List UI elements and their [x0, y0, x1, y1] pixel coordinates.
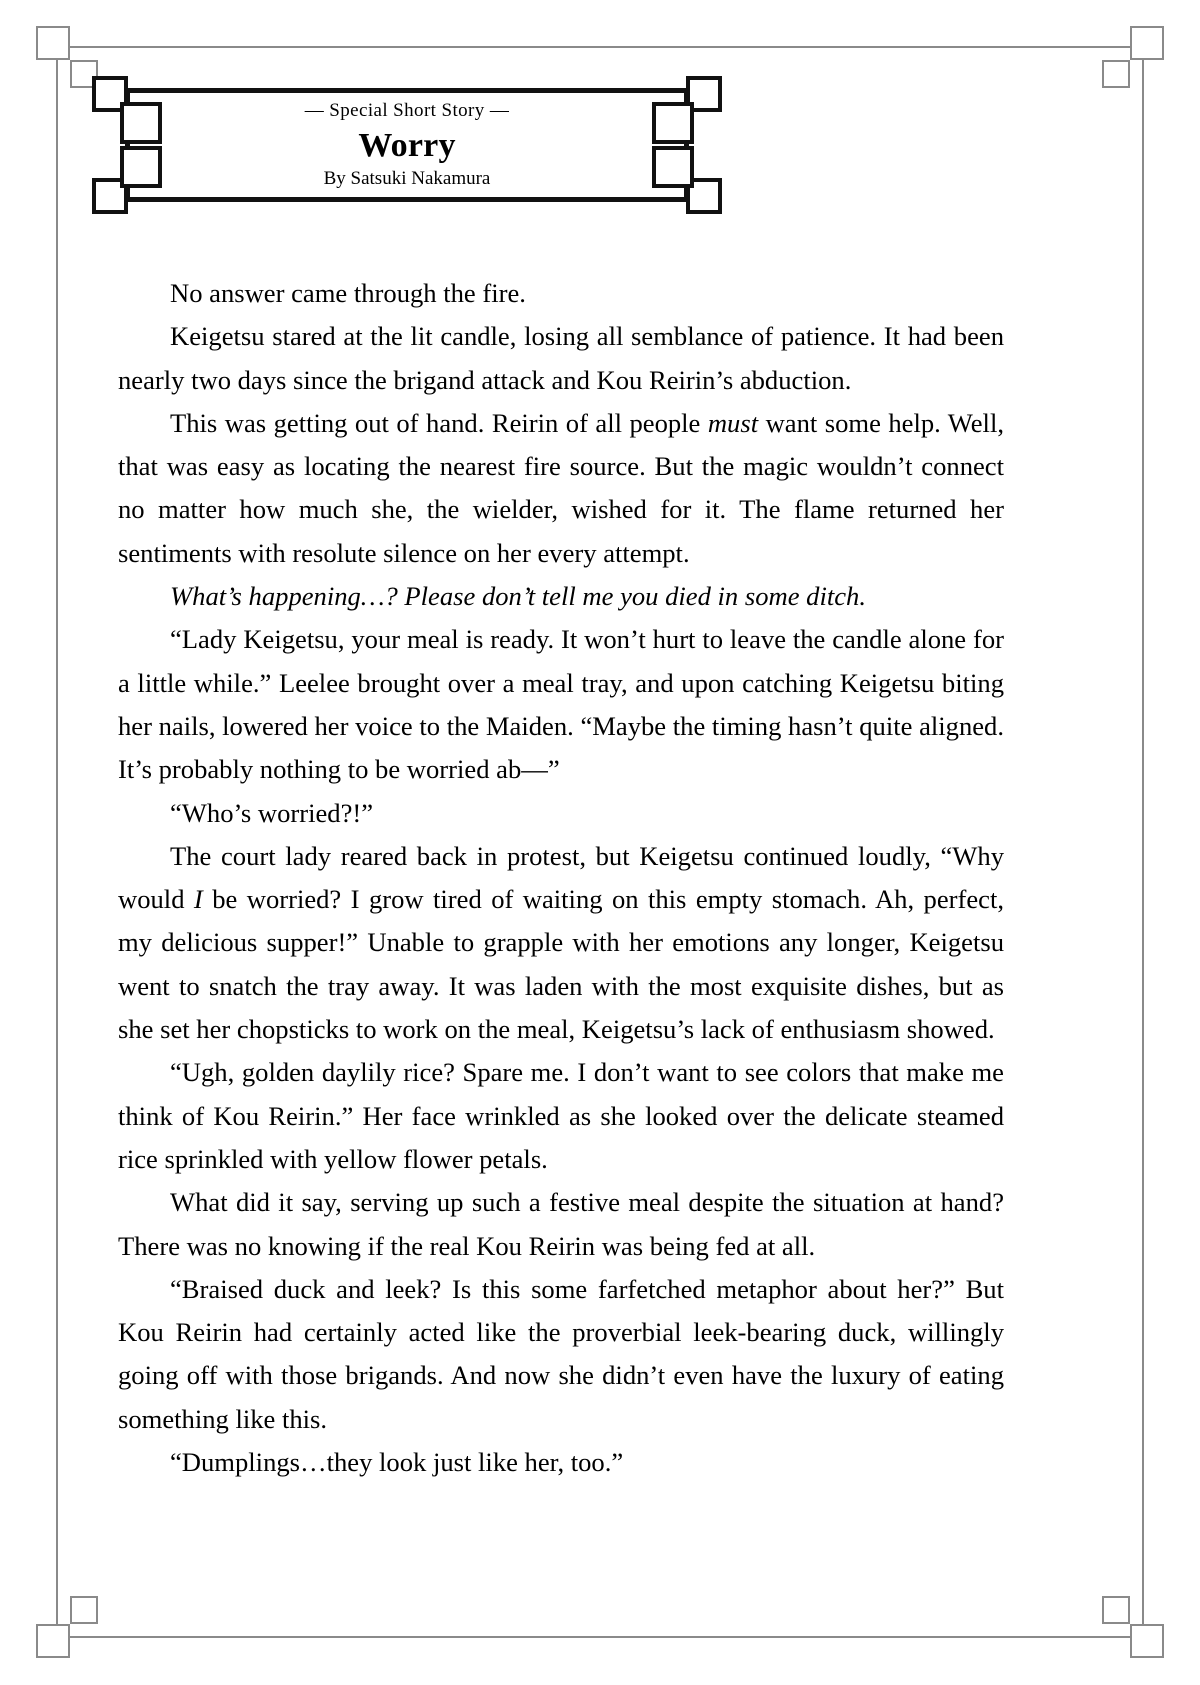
title-ornament-top-left-inner — [120, 102, 162, 144]
frame-corner-bottom-right-outer — [1130, 1624, 1164, 1658]
story-paragraph: What did it say, serving up such a festive meal despite the situation at hand? There was no knowing if the real Kou Reirin was being fed at all. — [118, 1187, 1004, 1261]
title-ornament-bottom-right-inner — [652, 146, 694, 188]
story-paragraph: Keigetsu stared at the lit candle, losing all semblance of patience. It had been nearly two days since the brigand attack and Kou Reirin’s abduction. — [118, 321, 1004, 395]
story-kicker: — Special Short Story — — [304, 99, 510, 121]
story-paragraph: The court lady reared back in protest, but Keigetsu continued loudly, “Why would I be worried? I grow tired of waiting on this empty stomach. Ah, perfect, my delicious supper!” Unable to grapple with her emotions any longer, Keigetsu went to snatch the tray away. It was laden with the most exquisite dishes, but as she set her chopsticks to work on the meal, Keigetsu’s lack of enthusiasm showed. — [118, 840, 1004, 1045]
frame-corner-top-right-outer — [1130, 26, 1164, 60]
story-paragraph: “Dumplings…they look just like her, too.” — [170, 1447, 624, 1478]
title-ornament-bottom-left-inner — [120, 146, 162, 188]
title-ornament-top-right-inner — [652, 102, 694, 144]
story-paragraph: “Ugh, golden daylily rice? Spare me. I don’t want to see colors that make me think of Kou Reirin.” Her face wrinkled as she looked over the delicate steamed rice sprinkled with yellow flower petals. — [118, 1057, 1004, 1174]
story-paragraph: “Braised duck and leek? Is this some farfetched metaphor about her?” But Kou Reirin had certainly acted like the proverbial leek-bearing duck, willingly going off with those brigands. And now she didn’t even have the luxury of eating something like this. — [118, 1273, 1004, 1434]
emphasized-word: must — [707, 407, 759, 438]
story-title-box — [125, 88, 689, 202]
frame-corner-bottom-right-inner — [1102, 1596, 1130, 1624]
frame-corner-top-left-outer — [36, 26, 70, 60]
story-paragraph: “Who’s worried?!” — [170, 797, 374, 828]
emphasized-word: I — [193, 884, 203, 915]
page-title: Worry — [358, 127, 456, 165]
story-paragraph: No answer came through the fire. — [170, 278, 526, 308]
story-paragraph: This was getting out of hand. Reirin of all people must want some help. Well, that was easy as locating the nearest fire source. But the magic wouldn’t connect no matter how much she, the wielder, wished for it. The flame returned her sentiments with resolute silence on her every attempt. — [118, 407, 1004, 568]
frame-corner-bottom-left-outer — [36, 1624, 70, 1658]
story-paragraph: What’s happening…? Please don’t tell me you died in some ditch. — [170, 581, 867, 612]
story-byline: By Satsuki Nakamura — [323, 167, 491, 189]
story-body — [118, 272, 1004, 1484]
story-title-block — [92, 76, 722, 214]
frame-corner-top-right-inner — [1102, 60, 1130, 88]
story-paragraph: “Lady Keigetsu, your meal is ready. It won’t hurt to leave the candle alone for a little while.” Leelee brought over a meal tray, and upon catching Keigetsu biting her nails, lowered her voice to the Maiden. “Maybe the timing hasn’t quite aligned. It’s probably nothing to be worried ab—” — [118, 624, 1004, 785]
frame-corner-bottom-left-inner — [70, 1596, 98, 1624]
